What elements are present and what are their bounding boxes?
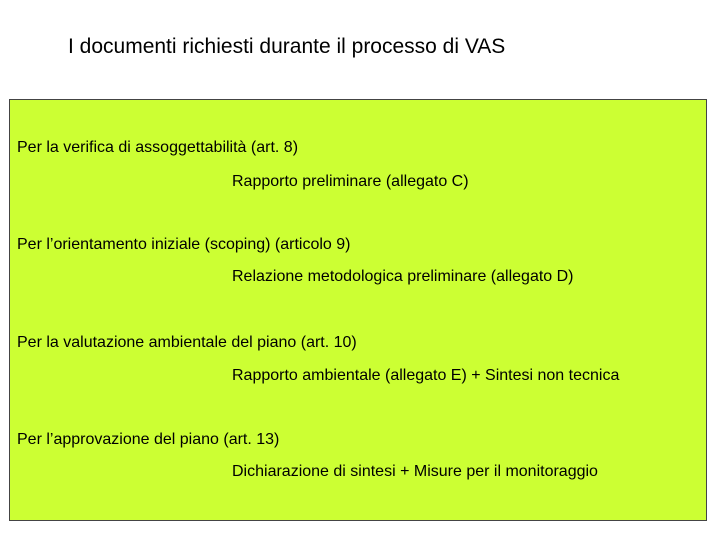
section-document-dichiarazione-sintesi: Dichiarazione di sintesi + Misure per il monitoraggio [232,463,598,480]
section-document-rapporto-preliminare: Rapporto preliminare (allegato C) [232,173,469,190]
page-title: I documenti richiesti durante il processo di VAS [68,35,506,58]
section-document-rapporto-ambientale: Rapporto ambientale (allegato E) + Sintesi non tecnica [232,367,620,384]
documents-panel [9,99,707,521]
section-label-valutazione: Per la valutazione ambientale del piano (art. 10) [17,334,357,351]
section-label-approvazione: Per l’approvazione del piano (art. 13) [17,431,280,448]
section-label-verifica: Per la verifica di assoggettabilità (art. 8) [17,139,299,156]
section-document-relazione-metodologica: Relazione metodologica preliminare (allegato D) [232,268,574,285]
section-label-orientamento: Per l’orientamento iniziale (scoping) (articolo 9) [17,236,351,253]
